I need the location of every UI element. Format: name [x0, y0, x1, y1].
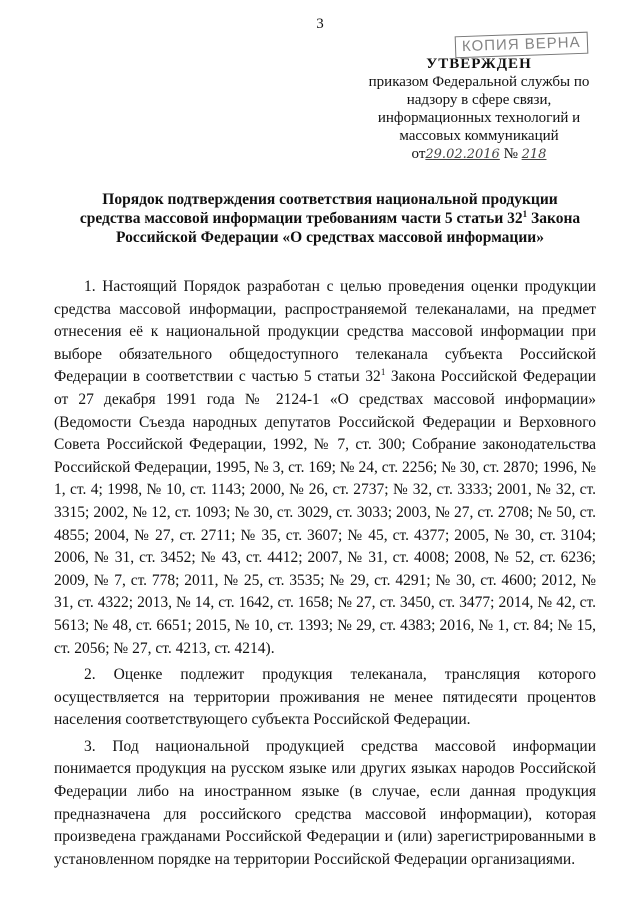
page-number: 3	[316, 16, 324, 32]
handwritten-order-number: 218	[521, 147, 547, 162]
paragraph-1-superscript: 1	[380, 367, 386, 378]
document-body	[54, 276, 596, 875]
approval-date-line	[340, 145, 618, 165]
title-line-1: Порядок подтверждения соответствия национальной продукции	[102, 191, 558, 208]
title-superscript: 1	[522, 208, 528, 219]
approval-line-4: массовых коммуникаций	[399, 128, 559, 144]
paragraph-1	[54, 276, 596, 660]
number-prefix: №	[503, 146, 518, 162]
paragraph-1-tail: Закона Российской Федерации от 27 декабря 1991 года № 2124-1 «О средствах массовой информации» (Ведомости Съезда народных депутатов Российской Федерации и Верховного Совета Российской Федерации, 1992, № 7, ст. 300; Собрание законодательства Российской Федерации, 1995, № 3, ст. 169; № 24, ст. 2256; № 30, ст. 2870; 1996, № 1, ст. 4; 1998, № 10, ст. 1143; 2000, № 26, ст. 2737; № 32, ст. 3333; 2001, № 32, ст. 3315; 2002, № 12, ст. 1093; № 30, ст. 3029, ст. 3033; 2003, № 27, ст. 2708; № 50, ст. 4855; 2004, № 27, ст. 2711; № 35, ст. 3607; № 45, ст. 4377; 2005, № 30, ст. 3104; 2006, № 31, ст. 3452; № 43, ст. 4412; 2007, № 31, ст. 4008; 2008, № 52, ст. 6236; 2009, № 7, ст. 778; 2011, № 25, ст. 3535; № 29, ст. 4291; № 30, ст. 4600; 2012, № 31, ст. 4322; 2013, № 14, ст. 1642, ст. 1658; № 27, ст. 3450, ст. 3477; 2014, № 42, ст. 5613; № 48, ст. 6651; 2015, № 10, ст. 1393; № 29, ст. 4383; 2016, № 1, ст. 84; № 15, ст. 2056; № 27, ст. 4213, ст. 4214).	[54, 368, 597, 657]
paragraph-2: 2. Оценке подлежит продукция телеканала, трансляция которого осуществляется на территории проживания не менее пятидесяти процентов населения соответствующего субъекта Российской Федерации.	[54, 666, 596, 729]
approval-line-2: надзору в сфере связи,	[406, 92, 552, 108]
copy-certified-stamp: КОПИЯ ВЕРНА	[455, 32, 588, 59]
approval-line-3: информационных технологий и	[377, 110, 581, 126]
approval-block	[340, 55, 618, 165]
title-line-3: Российской Федерации «О средствах массовой информации»	[116, 229, 544, 246]
title-line-2-text: средства массовой информации требованиям части 5 статьи 32	[79, 210, 523, 227]
document-title	[70, 190, 590, 247]
date-prefix: от	[411, 146, 426, 162]
handwritten-date: 29.02.2016	[425, 147, 500, 162]
paragraph-3: 3. Под национальной продукцией средства массовой информации понимается продукция на русском языке или других языках народов Российской Федерации либо на иностранном языке (в случае, если данная продукция предназначена для российского средства массовой информации), которая произведена гражданами Российской Федерации и (или) зарегистрированными в установленном порядке на территории Российской Федерации организациями.	[54, 737, 596, 868]
title-line-2	[70, 209, 590, 228]
approval-line-1: приказом Федеральной службы по	[368, 74, 590, 90]
paragraph-1-text: 1. Настоящий Порядок разработан с целью проведения оценки продукции средства массовой информации, распространяемой телеканалами, на предмет отнесения её к национальной продукции средства массовой информации при выборе обязательного общедоступного телеканала субъекта Российской Федерации в соответствии с частью 5 статьи 32	[54, 278, 596, 386]
title-line-2-tail: Закона	[527, 210, 581, 227]
approval-heading: УТВЕРЖДЕН	[426, 56, 532, 72]
